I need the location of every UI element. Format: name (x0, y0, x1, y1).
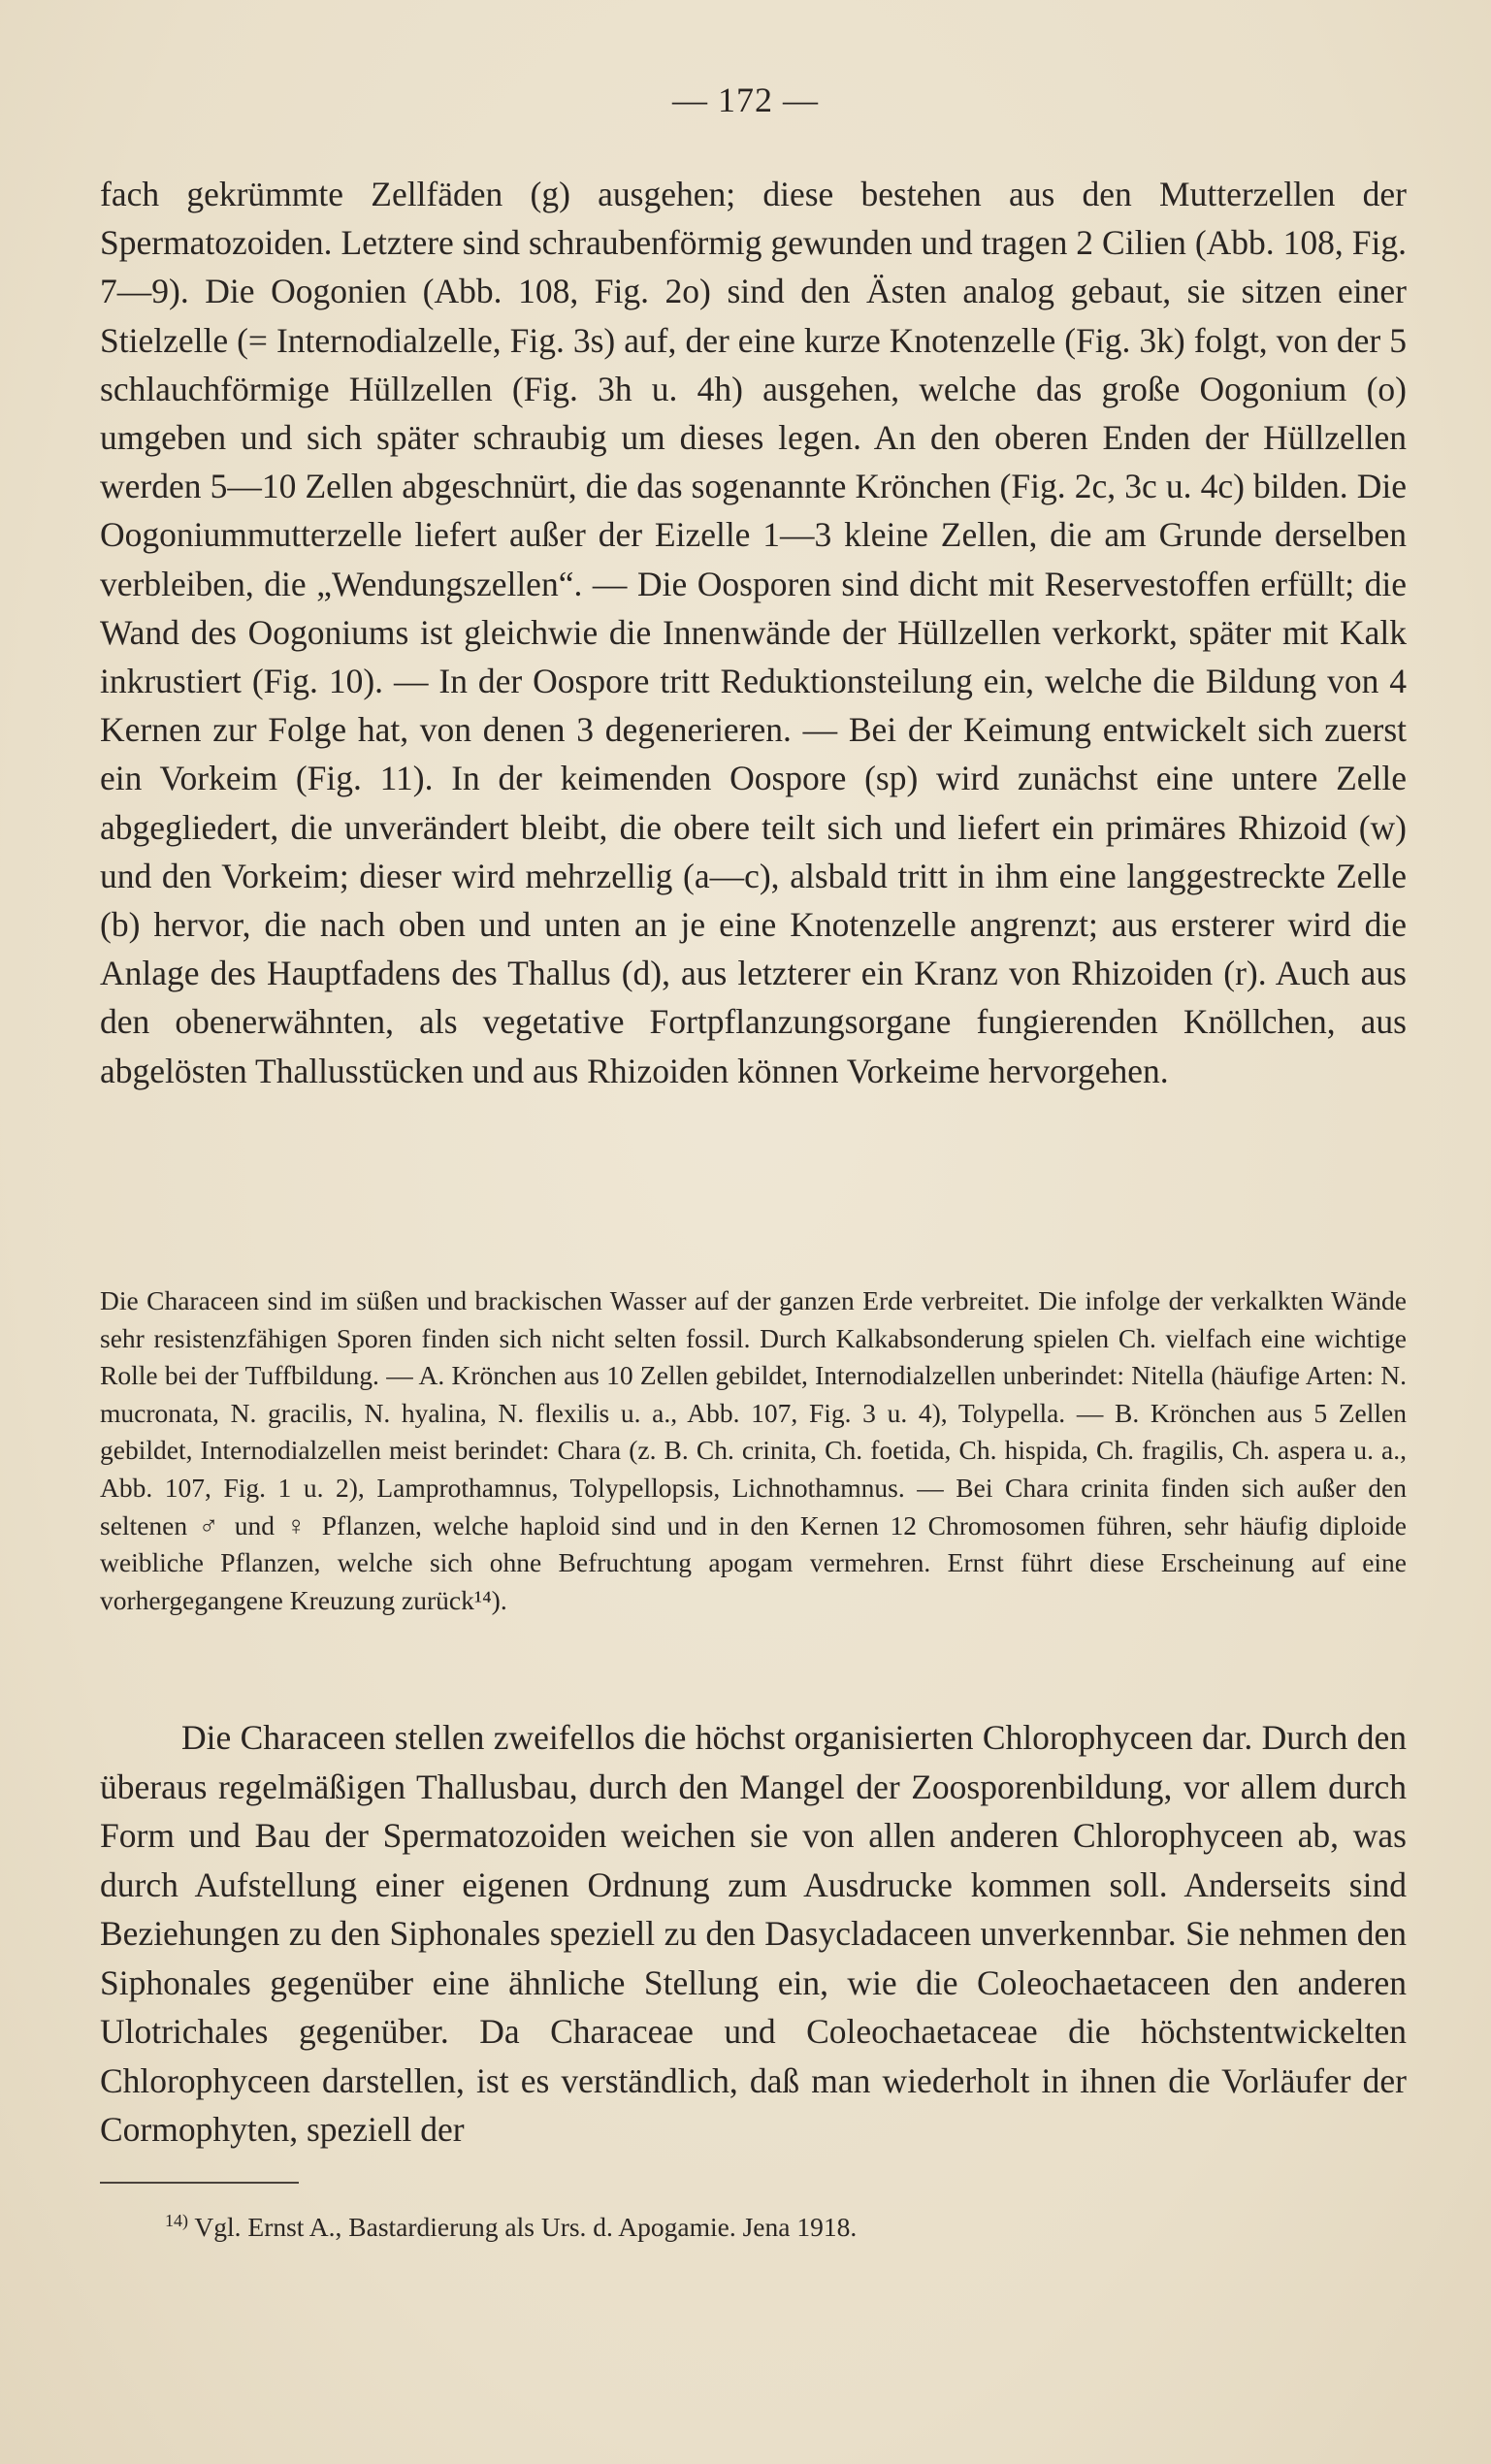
small-paragraph: Die Characeen sind im süßen und brackischen Wasser auf der ganzen Erde verbreitet. Die infolge der verkalkten Wände sehr resistenzfähigen Sporen finden sich nicht selten fossil. Durch Kalkabsonderung spielen Ch. vielfach eine wichtige Rolle bei der Tuffbildung. — A. Krönchen aus 10 Zellen gebildet, Internodialzellen unberindet: Nitella (häufige Arten: N. mucronata, N. gracilis, N. hyalina, N. flexilis u. a., Abb. 107, Fig. 3 u. 4), Tolypella. — B. Krönchen aus 5 Zellen gebildet, Internodialzellen meist berindet: Chara (z. B. Ch. crinita, Ch. foetida, Ch. hispida, Ch. fragilis, Ch. aspera u. a., Abb. 107, Fig. 1 u. 2), Lamprothamnus, Tolypellopsis, Lichnothamnus. — Bei Chara crinita finden sich außer den seltenen ♂ und ♀ Pflanzen, welche haploid sind und in den Kernen 12 Chromosomen führen, sehr häufig diploide weibliche Pflanzen, welche sich ohne Befruchtung apogam vermehren. Ernst führt diese Erscheinung auf eine vorhergegangene Kreuzung zurück¹⁴). (100, 1285, 1407, 1615)
footnote (165, 2202, 1329, 2246)
footnote-marker: 14) (165, 2211, 188, 2230)
main-text-top (100, 170, 1407, 1095)
footnote-text: Vgl. Ernst A., Bastardierung als Urs. d. Apogamie. Jena 1918. (194, 2212, 858, 2243)
paragraph: fach gekrümmte Zellfäden (g) ausgehen; diese bestehen aus den Mutterzellen der Spermatozoiden. Letztere sind schraubenförmig gewunden und tragen 2 Cilien (Abb. 108, Fig. 7—9). Die Oogonien (Abb. 108, Fig. 2o) sind den Ästen analog gebaut, sie sitzen einer Stielzelle (= Internodialzelle, Fig. 3s) auf, der eine kurze Knotenzelle (Fig. 3k) folgt, von der 5 schlauchförmige Hüllzellen (Fig. 3h u. 4h) ausgehen, welche das große Oogonium (o) umgeben und sich später schraubig um dieses legen. An den oberen Enden der Hüllzellen werden 5—10 Zellen abgeschnürt, die das sogenannte Krönchen (Fig. 2c, 3c u. 4c) bilden. Die Oogoniummutterzelle liefert außer der Eizelle 1—3 kleine Zellen, die am Grunde derselben verbleiben, die „Wendungszellen“. — Die Oosporen sind dicht mit Reservestoffen erfüllt; die Wand des Oogoniums ist gleichwie die Innenwände der Hüllzellen verkorkt, später mit Kalk inkrustiert (Fig. 10). — In der Oospore tritt Reduktionsteilung ein, welche die Bildung von 4 Kernen zur Folge hat, von denen 3 degenerieren. — Bei der Keimung entwickelt sich zuerst ein Vorkeim (Fig. 11). In der keimenden Oospore (sp) wird zunächst eine untere Zelle abgegliedert, die unverändert bleibt, die obere teilt sich und liefert ein primäres Rhizoid (w) und den Vorkeim; dieser wird mehrzellig (a—c), alsbald tritt in ihm eine langgestreckte Zelle (b) hervor, die nach oben und unten an je eine Knotenzelle angrenzt; aus ersterer wird die Anlage des Hauptfadens des Thallus (d), aus letzterer ein Kranz von Rhizoiden (r). Auch aus den obenerwähnten, als vegetative Fortpflanzungsorgane fungierenden Knöllchen, aus abgelösten Thallusstücken und aus Rhizoiden können Vorkeime hervorgehen. (100, 175, 1407, 1090)
footnote-divider (100, 2182, 299, 2184)
page-number: — 172 — (672, 81, 819, 119)
paragraph: Die Characeen stellen zweifellos die höchst organisierten Chlorophyceen dar. Durch den überaus regelmäßigen Thallusbau, durch den Mangel der Zoosporenbildung, vor allem durch Form und Bau der Spermatozoiden weichen sie von allen anderen Chlorophyceen ab, was durch Aufstellung einer eigenen Ordnung zum Ausdrucke kommen soll. Anderseits sind Beziehungen zu den Siphonales speziell zu den Dasycladaceen unverkennbar. Sie nehmen den Siphonales gegenüber eine ähnliche Stellung ein, wie die Coleochaetaceen den anderen Ulotrichales gegenüber. Da Characeae und Coleochaetaceae die höchstentwickelten Chlorophyceen darstellen, ist es verständlich, daß man wiederholt in ihnen die Vorläufer der Cormophyten, speziell der (100, 1718, 1407, 2149)
main-text-bottom (100, 1713, 1407, 2155)
small-print-notes (100, 1282, 1407, 1619)
